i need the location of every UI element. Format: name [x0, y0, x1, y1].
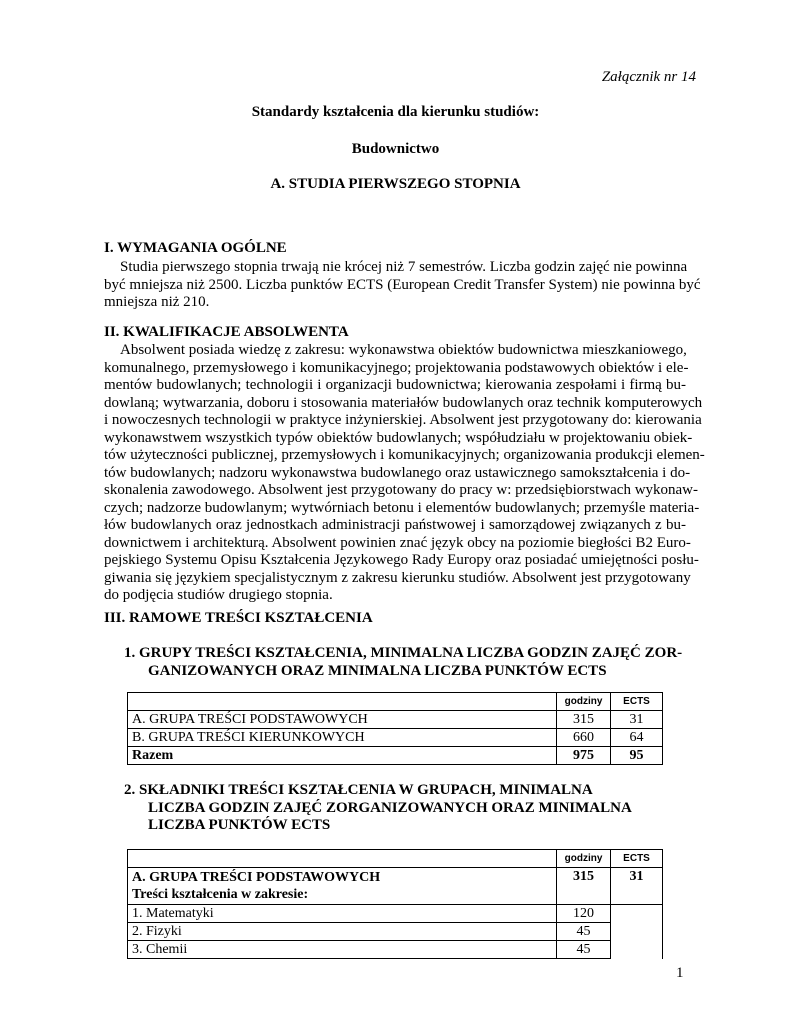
field-of-study: Budownictwo	[351, 141, 440, 157]
group-hours: 660	[557, 729, 611, 747]
text-line: tów użyteczności publicznej, przemysłowych i komunikacyjnych; organizowania produkcji elemen-	[104, 447, 705, 463]
subject-name: 2. Fizyki	[128, 923, 557, 941]
table-row	[128, 729, 663, 747]
text-line: pejskiego Systemu Opisu Kształcenia Językowego Rady Europy oraz posiadać umiejętności posłu-	[104, 552, 699, 568]
text-line: Absolwent posiada wiedzę z zakresu: wykonawstwa obiektów budownictwa mieszkaniowego,	[120, 342, 687, 358]
total-ects: 95	[611, 747, 663, 765]
subsection-1-heading	[124, 645, 684, 680]
text-line: wykonawstwem wszystkich typów obiektów budowlanych; współudziału w projektowaniu obiek-	[104, 429, 693, 446]
group-ects: 64	[611, 729, 663, 747]
column-header-hours: godziny	[557, 693, 611, 711]
group-name: B. GRUPA TREŚCI KIERUNKOWYCH	[128, 729, 557, 747]
text-line: dowlaną; wytwarzania, doboru i stosowania materiałów budowlanych oraz technik komputerowych	[104, 394, 703, 411]
table-total-row	[128, 747, 663, 765]
subject-hours: 45	[557, 941, 611, 959]
study-level: A. STUDIA PIERWSZEGO STOPNIA	[270, 176, 521, 192]
section-2-heading: II. KWALIFIKACJE ABSOLWENTA	[104, 324, 349, 340]
subsection-1-line: GANIZOWANYCH ORAZ MINIMALNA LICZBA PUNKTÓW ECTS	[148, 662, 607, 679]
group-cell	[128, 868, 557, 905]
text-line: skonalenia zawodowego. Absolwent jest przygotowany do pracy w: przedsiębiorstwach wykonaw-	[104, 482, 699, 498]
attachment-label: Załącznik nr 14	[601, 69, 696, 85]
ects-empty-cell	[611, 905, 663, 959]
subsection-1-line: 1. GRUPY TREŚCI KSZTAŁCENIA, MINIMALNA LICZBA GODZIN ZAJĘĆ ZOR-	[124, 645, 683, 661]
table-row	[128, 711, 663, 729]
section-1-heading: I. WYMAGANIA OGÓLNE	[104, 240, 287, 256]
table-row	[128, 923, 663, 941]
text-line: tów budowlanych; nadzoru wykonawstwa budowlanego oraz ustawicznego samokształcenia i do-	[104, 464, 691, 481]
text-line: łów budowlanych oraz jednostkach administracji państwowej i samorządowej związanych z bu-	[104, 517, 686, 533]
table-header-row	[128, 850, 663, 868]
subsection-2-line: LICZBA PUNKTÓW ECTS	[148, 817, 331, 833]
content-components-table	[127, 849, 663, 959]
group-hours: 315	[557, 868, 611, 905]
table-header-row	[128, 693, 663, 711]
text-line: czych; nadzorze budowlanym; wytwórniach betonu i elementów budowlanych; przemyśle materia-	[104, 499, 700, 516]
table-row	[128, 905, 663, 923]
text-line: mentów budowlanych; technologii i organizacji budownictwa; kierowania zespołami i firmą bu-	[104, 377, 686, 393]
subject-hours: 45	[557, 923, 611, 941]
subject-hours: 120	[557, 905, 611, 923]
column-header-ects: ECTS	[611, 693, 663, 711]
document-title: Standardy kształcenia dla kierunku studiów:	[251, 104, 540, 120]
table-header-blank	[128, 693, 557, 711]
group-subtitle: Treści kształcenia w zakresie:	[132, 887, 309, 902]
text-line: giwania się językiem specjalistycznym z zakresu kierunku studiów. Absolwent jest przygotowany	[104, 569, 691, 586]
group-title: A. GRUPA TREŚCI PODSTAWOWYCH	[132, 870, 381, 885]
group-hours: 315	[557, 711, 611, 729]
column-header-hours: godziny	[557, 850, 611, 868]
page-number: 1	[676, 965, 684, 981]
subsection-2-line: 2. SKŁADNIKI TREŚCI KSZTAŁCENIA W GRUPACH, MINIMALNA	[124, 782, 593, 798]
column-header-ects: ECTS	[611, 850, 663, 868]
group-header-row	[128, 868, 663, 905]
table-row	[128, 941, 663, 959]
text-line: do podjęcia studiów drugiego stopnia.	[104, 587, 333, 603]
group-ects: 31	[611, 868, 663, 905]
section-2-text	[104, 342, 705, 605]
text-line: komunalnego, przemysłowego i komunikacyjnego; projektowania podstawowych obiektów i ele-	[104, 359, 689, 376]
groups-table	[127, 692, 663, 765]
section-1-text	[104, 259, 701, 312]
text-line: downictwem i architekturą. Absolwent powinien znać język obcy na poziomie biegłości B2 Euro-	[104, 534, 691, 551]
subject-name: 3. Chemii	[128, 941, 557, 959]
subject-name: 1. Matematyki	[128, 905, 557, 923]
text-line: i nowoczesnych technologii w praktyce inżynierskiej. Absolwent jest przygotowany do: kierowania	[104, 412, 702, 428]
table-header-blank	[128, 850, 557, 868]
group-ects: 31	[611, 711, 663, 729]
text-line: mniejsza niż 210.	[104, 294, 210, 310]
total-hours: 975	[557, 747, 611, 765]
total-label: Razem	[128, 747, 557, 765]
group-name: A. GRUPA TREŚCI PODSTAWOWYCH	[128, 711, 557, 729]
text-line: być mniejsza niż 2500. Liczba punktów ECTS (European Credit Transfer System) nie powinna być	[104, 276, 701, 293]
subsection-2-heading	[124, 782, 684, 835]
text-line: Studia pierwszego stopnia trwają nie krócej niż 7 semestrów. Liczba godzin zajęć nie powinna	[120, 259, 688, 275]
subsection-2-line: LICZBA GODZIN ZAJĘĆ ZORGANIZOWANYCH ORAZ MINIMALNA	[148, 799, 632, 816]
section-3-heading: III. RAMOWE TREŚCI KSZTAŁCENIA	[104, 610, 373, 626]
